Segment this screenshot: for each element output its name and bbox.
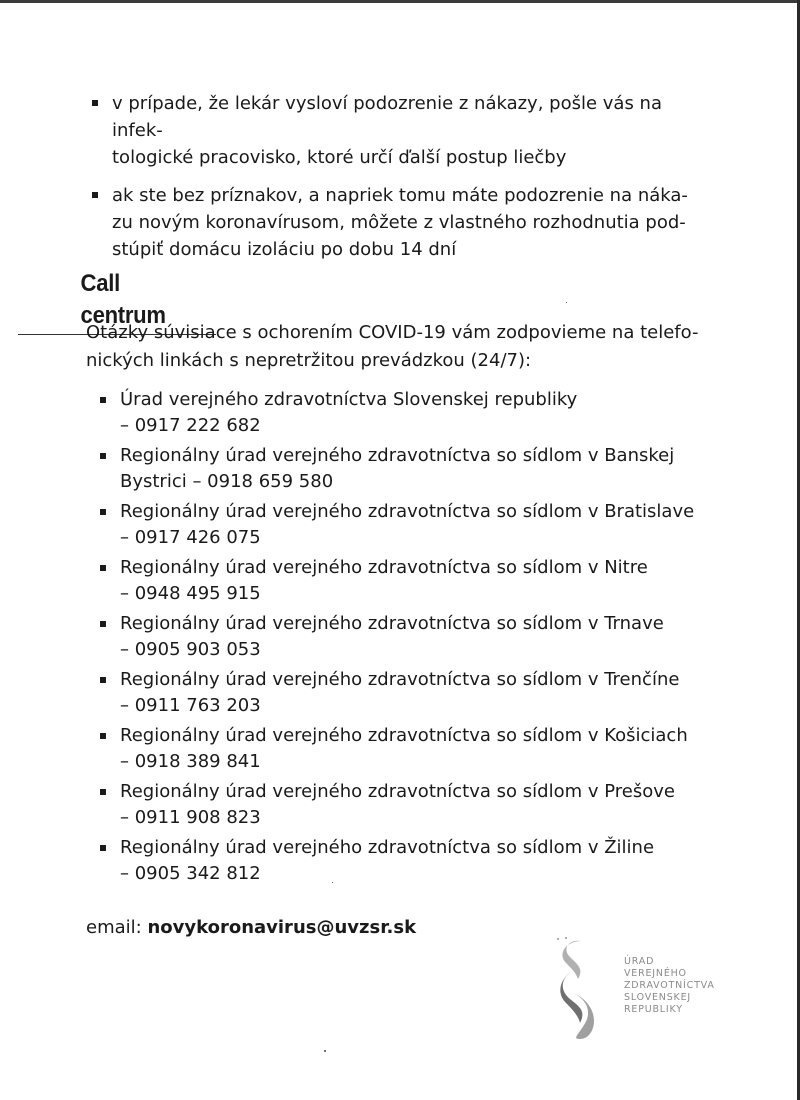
scan-speck (332, 882, 333, 883)
office-phone-list (100, 387, 720, 891)
bullet-square-icon (100, 677, 106, 683)
section-heading: Call centrum (80, 270, 166, 329)
office-name: Regionálny úrad verejného zdravotníctva so sídlom v Trenčíne (120, 669, 680, 690)
scan-speck (566, 302, 567, 303)
bullet-square-icon (92, 192, 98, 198)
bullet-square-icon (100, 845, 106, 851)
logo-wordmark (624, 956, 715, 1016)
logo-line: REPUBLIKY (624, 1004, 683, 1015)
intro-line: nických linkách s nepretržitou prevádzkou (24/7): (86, 350, 532, 371)
office-phone: – 0905 342 812 (120, 863, 261, 884)
bullet-square-icon (100, 733, 106, 739)
office-phone: – 0918 389 841 (120, 751, 261, 772)
email-link[interactable]: novykoronavirus@uvzsr.sk (147, 917, 417, 938)
office-name: Regionálny úrad verejného zdravotníctva so sídlom v Prešove (120, 781, 675, 802)
bullet-square-icon (100, 453, 106, 459)
intro-line: Otázky súvisiace s ochorením COVID-19 vám zodpovieme na telefo- (86, 322, 699, 343)
office-name: Regionálny úrad verejného zdravotníctva so sídlom v Košiciach (120, 725, 688, 746)
office-phone: – 0911 908 823 (120, 807, 261, 828)
office-name: Regionálny úrad verejného zdravotníctva so sídlom v Žiline (120, 837, 655, 858)
office-item (100, 555, 720, 611)
bullet-square-icon (100, 789, 106, 795)
office-name: Regionálny úrad verejného zdravotníctva so sídlom v Trnave (120, 613, 664, 634)
logo-line: VEREJNÉHO (624, 968, 687, 979)
office-name: Regionálny úrad verejného zdravotníctva so sídlom v Nitre (120, 557, 648, 578)
list-item (92, 182, 712, 263)
office-item (100, 387, 720, 443)
bullet-square-icon (100, 509, 106, 515)
office-item (100, 723, 720, 779)
office-phone: – 0948 495 915 (120, 583, 261, 604)
bullet-square-icon (100, 397, 106, 403)
office-item (100, 611, 720, 667)
office-phone: – 0917 426 075 (120, 527, 261, 548)
contact-email (86, 915, 416, 941)
office-item (100, 667, 720, 723)
logo-line: ÚRAD (624, 956, 655, 967)
office-phone: – 0917 222 682 (120, 415, 261, 436)
office-item (100, 443, 720, 499)
office-item (100, 779, 720, 835)
office-item (100, 835, 720, 891)
list-item-line: v prípade, že lekár vysloví podozrenie z nákazy, pošle vás na infek- (112, 93, 662, 141)
bullet-square-icon (100, 565, 106, 571)
paragraph-section-icon (560, 941, 594, 1039)
bullet-square-icon (100, 621, 106, 627)
logo-line: ZDRAVOTNÍCTVA (624, 980, 715, 991)
office-name: Regionálny úrad verejného zdravotníctva so sídlom v Bratislave (120, 501, 695, 522)
scan-border-top (0, 0, 800, 3)
logo-line: SLOVENSKEJ (624, 992, 691, 1003)
scan-speck (324, 1050, 326, 1052)
bullet-square-icon (92, 100, 98, 106)
list-item-line: ak ste bez príznakov, a napriek tomu máte podozrenie na náka- (112, 185, 688, 206)
office-name: Úrad verejného zdravotníctva Slovenskej republiky (120, 389, 578, 410)
email-label: email: (86, 917, 142, 938)
list-item-line: zu novým koronavírusom, môžete z vlastného rozhodnutia pod- (112, 212, 686, 233)
intro-paragraph (86, 319, 716, 375)
top-bullet-list (92, 90, 712, 274)
office-phone: – 0905 903 053 (120, 639, 261, 660)
list-item-line: tologické pracovisko, ktoré určí ďalší postup liečby (112, 147, 567, 168)
list-item (92, 90, 712, 171)
list-item-line: stúpiť domácu izoláciu po dobu 14 dní (112, 239, 457, 260)
office-item (100, 499, 720, 555)
office-phone: Bystrici – 0918 659 580 (120, 471, 334, 492)
office-name: Regionálny úrad verejného zdravotníctva so sídlom v Banskej (120, 445, 675, 466)
office-phone: – 0911 763 203 (120, 695, 261, 716)
